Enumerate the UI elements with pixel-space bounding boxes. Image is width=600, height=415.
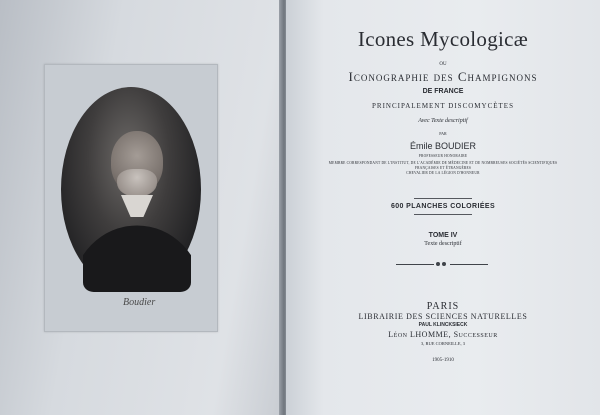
divider-rule	[414, 198, 472, 199]
years-text: 1905-1910	[432, 358, 454, 363]
de-france-text: DE FRANCE	[422, 88, 464, 95]
portrait-collar	[121, 195, 153, 217]
divider-rule	[414, 214, 472, 215]
credential-line: MEMBRE CORRESPONDANT DE L'INSTITUT, DE L'ACADÉMIE DE MÉDECINE ET DE NOMBREUSES SOCIÉTÉS SCIENTIFIQUES	[328, 161, 558, 165]
book-subtitle: Iconographie des Champignons	[348, 69, 538, 84]
author-name: Émile BOUDIER	[409, 141, 476, 151]
par-text: PAR	[439, 131, 447, 136]
portrait-plate	[44, 64, 218, 332]
ornament-dot	[436, 262, 440, 266]
address-text: 3, RUE CORNEILLE, 3	[420, 341, 466, 346]
paris-text: PARIS	[426, 301, 460, 312]
credential-line: CHEVALIER DE LA LÉGION D'HONNEUR	[406, 171, 480, 175]
left-page	[0, 0, 283, 415]
portrait-oval	[61, 87, 201, 292]
ornament-line	[450, 264, 488, 265]
ornament-line	[396, 264, 434, 265]
right-page	[286, 0, 600, 415]
planches-text: 600 PLANCHES COLORIÉES	[390, 203, 496, 210]
klincksieck-text: PAUL KLINCKSIECK	[418, 322, 468, 328]
lhomme-text: Léon LHOMME, Successeur	[388, 330, 498, 339]
book-title: Icones Mycologicæ	[357, 27, 529, 51]
ou-text: OU	[439, 62, 447, 67]
credential-line: FRANÇAISES ET ÉTRANGÈRES	[414, 166, 472, 170]
librairie-text: LIBRAIRIE DES SCIENCES NATURELLES	[358, 312, 528, 321]
signature: Boudier	[123, 297, 156, 308]
tome-text: TOME IV	[428, 232, 458, 239]
texte-descriptif-text: Texte descriptif	[424, 241, 462, 247]
avec-texte-text: Avec Texte descriptif	[418, 118, 468, 124]
portrait-beard	[117, 169, 157, 197]
credential-line: PROFESSEUR HONORAIRE	[418, 154, 468, 158]
ornament-divider	[396, 261, 488, 269]
ornament-dot	[442, 262, 446, 266]
principalement-text: PRINCIPALEMENT DISCOMYCÈTES	[372, 102, 514, 110]
